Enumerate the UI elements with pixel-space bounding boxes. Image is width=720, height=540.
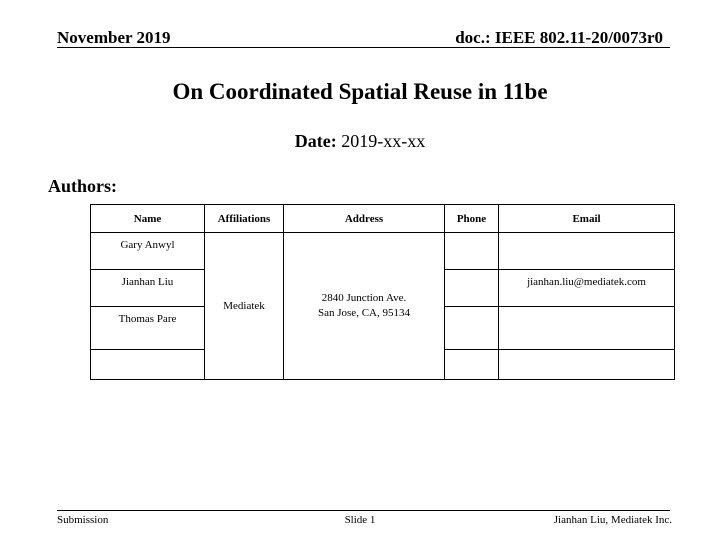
column-header-email: Email — [499, 205, 675, 233]
column-header-name: Name — [91, 205, 205, 233]
footer-divider — [57, 510, 670, 511]
affiliation-cell: Mediatek — [205, 233, 284, 380]
footer-author: Jianhan Liu, Mediatek Inc. — [553, 514, 672, 526]
phone-cell — [445, 307, 499, 350]
author-name-cell: Gary Anwyl — [91, 233, 205, 270]
slide-title: On Coordinated Spatial Reuse in 11be — [172, 79, 548, 104]
author-name-cell: Thomas Pare — [91, 307, 205, 350]
column-header-affiliations: Affiliations — [205, 205, 284, 233]
author-name-cell: Jianhan Liu — [91, 270, 205, 307]
date-label: Date: — [294, 131, 337, 151]
address-line-2: San Jose, CA, 95134 — [318, 307, 410, 319]
address-cell — [284, 233, 445, 380]
author-name-cell — [91, 350, 205, 380]
column-header-phone: Phone — [445, 205, 499, 233]
address-line-1: 2840 Junction Ave. — [321, 292, 407, 304]
footer-submission: Submission — [57, 514, 109, 526]
table-header-row — [91, 205, 675, 233]
header-date: November 2019 — [57, 28, 171, 47]
authors-table — [90, 204, 675, 380]
phone-cell — [445, 350, 499, 380]
email-cell — [499, 307, 675, 350]
date-line — [0, 130, 720, 152]
date-value: 2019-xx-xx — [341, 131, 426, 151]
column-header-address: Address — [284, 205, 445, 233]
phone-cell — [445, 270, 499, 307]
table-row — [91, 233, 675, 270]
email-cell — [499, 233, 675, 270]
phone-cell — [445, 233, 499, 270]
header-doc-id: doc.: IEEE 802.11-20/0073r0 — [455, 28, 663, 47]
authors-heading: Authors: — [48, 176, 118, 196]
email-cell: jianhan.liu@mediatek.com — [499, 270, 675, 307]
email-cell — [499, 350, 675, 380]
header-divider — [57, 47, 670, 48]
footer-slide-number: Slide 1 — [344, 514, 376, 526]
